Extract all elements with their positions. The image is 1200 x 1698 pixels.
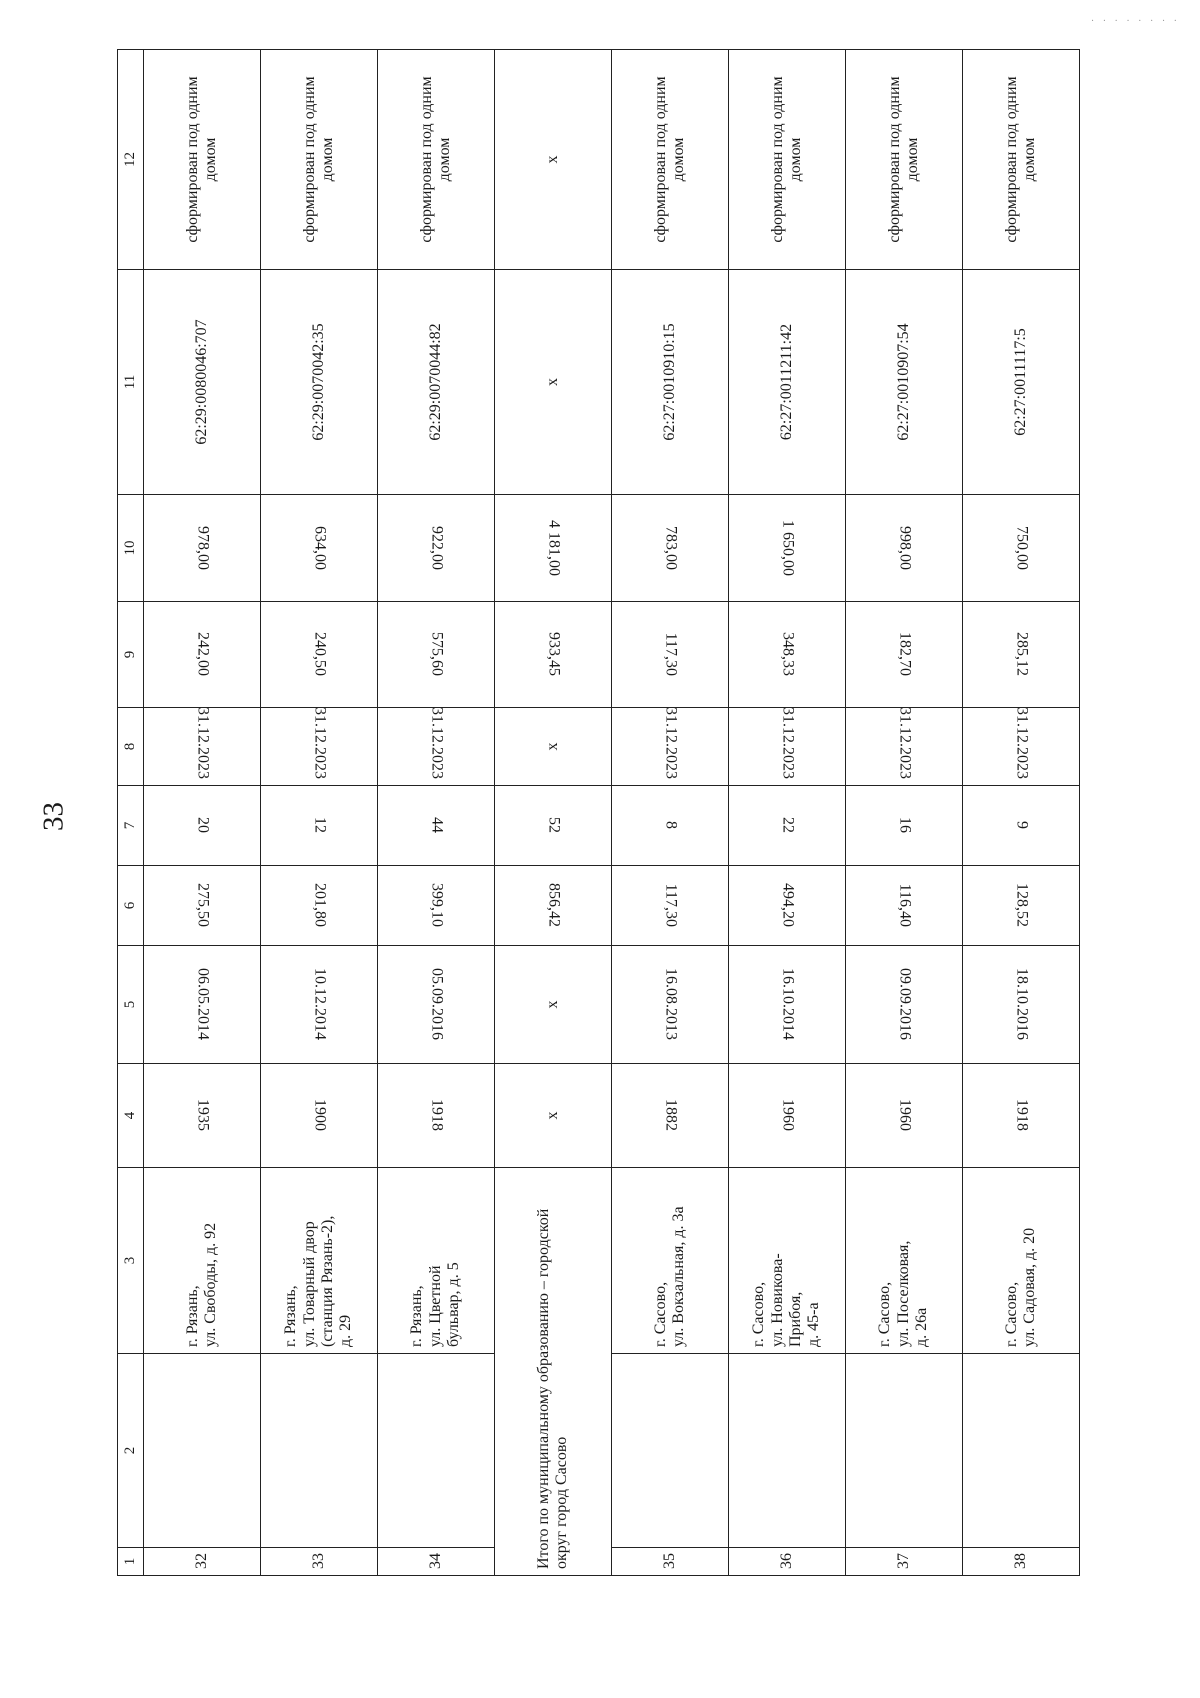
area3-cell xyxy=(729,495,846,602)
date2-cell xyxy=(963,708,1080,786)
summary-note: x xyxy=(495,50,612,270)
summary-row xyxy=(495,50,612,1576)
area2-cell-text: 117,30 xyxy=(662,632,680,677)
date-cell-text: 16.08.2013 xyxy=(662,968,680,1041)
registry-table-frame xyxy=(117,50,1077,1576)
note-cell: сформирован под одним домом xyxy=(144,50,261,270)
area2-cell-text: 182,70 xyxy=(896,632,914,677)
address-cell: г. Сасово, ул. Поселковая, д. 26а xyxy=(846,1168,963,1354)
count-cell xyxy=(846,786,963,866)
date2-cell xyxy=(612,708,729,786)
cadastral-number-cell: 62:27:0010907:54 xyxy=(846,270,963,495)
count-cell xyxy=(144,786,261,866)
area3-cell-text: 922,00 xyxy=(428,526,446,570)
column-number-3: 3 xyxy=(118,1168,144,1354)
date-cell-text: 16.10.2014 xyxy=(779,968,797,1041)
registry-table-rotated xyxy=(117,50,1077,1576)
area3-cell-text: 998,00 xyxy=(896,526,914,570)
summary-date2: x xyxy=(495,708,612,786)
cadastral-number-cell: 62:27:0010910:15 xyxy=(612,270,729,495)
note-cell: сформирован под одним домом xyxy=(261,50,378,270)
date-cell-text: 18.10.2016 xyxy=(1013,968,1031,1041)
count-cell xyxy=(612,786,729,866)
area-cell xyxy=(612,866,729,946)
summary-area xyxy=(495,866,612,946)
date2-cell-text: 31.12.2023 xyxy=(1013,707,1031,779)
year-cell-text: 1900 xyxy=(311,1099,329,1132)
year-cell xyxy=(729,1064,846,1168)
row-number: 38 xyxy=(963,1548,1080,1576)
count-cell-text: 9 xyxy=(1013,821,1031,830)
cadastral-number-cell: 62:29:0070042:35 xyxy=(261,270,378,495)
date2-cell-text: 31.12.2023 xyxy=(311,707,329,779)
area-cell-text: 275,50 xyxy=(194,883,212,928)
summary-area-text: 856,42 xyxy=(545,883,563,928)
date-cell-text: 10.12.2014 xyxy=(311,968,329,1041)
area2-cell-text: 575,60 xyxy=(428,632,446,677)
count-cell xyxy=(963,786,1080,866)
area3-cell xyxy=(378,495,495,602)
row-number: 32 xyxy=(144,1548,261,1576)
area2-cell-text: 348,33 xyxy=(779,632,797,677)
row-number: 34 xyxy=(378,1548,495,1576)
row-number: 35 xyxy=(612,1548,729,1576)
row-column-2 xyxy=(729,1354,846,1548)
date2-cell xyxy=(846,708,963,786)
row-column-2 xyxy=(846,1354,963,1548)
date-cell xyxy=(963,946,1080,1064)
area-cell xyxy=(378,866,495,946)
year-cell xyxy=(261,1064,378,1168)
page-number: 33 xyxy=(37,802,70,831)
table-row xyxy=(963,50,1080,1576)
year-cell xyxy=(963,1064,1080,1168)
area2-cell-text: 242,00 xyxy=(194,632,212,677)
area3-cell xyxy=(144,495,261,602)
table-row xyxy=(144,50,261,1576)
note-cell: сформирован под одним домом xyxy=(963,50,1080,270)
date2-cell-text: 31.12.2023 xyxy=(896,707,914,779)
cadastral-number-cell: 62:29:0080046:707 xyxy=(144,270,261,495)
area3-cell xyxy=(261,495,378,602)
column-number-1: 1 xyxy=(118,1548,144,1576)
area2-cell-text: 285,12 xyxy=(1013,632,1031,677)
area3-cell-text: 978,00 xyxy=(194,526,212,570)
note-cell: сформирован под одним домом xyxy=(378,50,495,270)
summary-cadastral: x xyxy=(495,270,612,495)
registry-table xyxy=(117,49,1080,1576)
column-number-row xyxy=(118,50,144,1576)
area2-cell-text: 240,50 xyxy=(311,632,329,677)
summary-area3 xyxy=(495,495,612,602)
row-column-2 xyxy=(261,1354,378,1548)
summary-count-text: 52 xyxy=(545,817,563,834)
count-cell xyxy=(261,786,378,866)
column-number-11: 11 xyxy=(118,270,144,495)
summary-date: x xyxy=(495,946,612,1064)
row-number: 33 xyxy=(261,1548,378,1576)
table-row xyxy=(846,50,963,1576)
address-cell: г. Сасово, ул. Новикова- Прибоя, д. 45-а xyxy=(729,1168,846,1354)
cadastral-number-cell: 62:27:0011117:5 xyxy=(963,270,1080,495)
year-cell-text: 1960 xyxy=(896,1099,914,1132)
note-cell: сформирован под одним домом xyxy=(846,50,963,270)
row-column-2 xyxy=(612,1354,729,1548)
date-cell-text: 09.09.2016 xyxy=(896,968,914,1041)
table-row xyxy=(378,50,495,1576)
date-cell-text: 06.05.2014 xyxy=(194,968,212,1041)
column-number-6: 6 xyxy=(118,866,144,946)
date2-cell xyxy=(144,708,261,786)
date2-cell-text: 31.12.2023 xyxy=(194,707,212,779)
area3-cell-text: 750,00 xyxy=(1013,526,1031,570)
date-cell xyxy=(261,946,378,1064)
address-cell: г. Сасово, ул. Вокзальная, д. 3а xyxy=(612,1168,729,1354)
area2-cell xyxy=(963,602,1080,708)
row-column-2 xyxy=(378,1354,495,1548)
date-cell-text: 05.09.2016 xyxy=(428,968,446,1041)
count-cell-text: 8 xyxy=(662,821,680,830)
address-cell: г. Рязань, ул. Товарный двор (станция Рязань-2), д. 29 xyxy=(261,1168,378,1354)
column-number-5: 5 xyxy=(118,946,144,1064)
area2-cell xyxy=(612,602,729,708)
area-cell-text: 494,20 xyxy=(779,883,797,928)
area-cell xyxy=(729,866,846,946)
area-cell-text: 128,52 xyxy=(1013,883,1031,928)
year-cell xyxy=(612,1064,729,1168)
column-number-10: 10 xyxy=(118,495,144,602)
date2-cell xyxy=(729,708,846,786)
date2-cell xyxy=(261,708,378,786)
column-number-12: 12 xyxy=(118,50,144,270)
note-cell: сформирован под одним домом xyxy=(612,50,729,270)
column-number-2: 2 xyxy=(118,1354,144,1548)
cadastral-number-cell: 62:27:0011211:42 xyxy=(729,270,846,495)
area3-cell-text: 1 650,00 xyxy=(779,520,797,576)
year-cell-text: 1935 xyxy=(194,1099,212,1132)
area3-cell-text: 783,00 xyxy=(662,526,680,570)
count-cell xyxy=(729,786,846,866)
area3-cell xyxy=(846,495,963,602)
cadastral-number-cell: 62:29:0070044:82 xyxy=(378,270,495,495)
date-cell xyxy=(144,946,261,1064)
date2-cell-text: 31.12.2023 xyxy=(779,707,797,779)
note-cell: сформирован под одним домом xyxy=(729,50,846,270)
summary-area3-text: 4 181,00 xyxy=(545,520,563,576)
date2-cell-text: 31.12.2023 xyxy=(428,707,446,779)
column-number-9: 9 xyxy=(118,602,144,708)
date2-cell-text: 31.12.2023 xyxy=(662,707,680,779)
summary-year: x xyxy=(495,1064,612,1168)
count-cell-text: 12 xyxy=(311,817,329,834)
area-cell-text: 117,30 xyxy=(662,883,680,928)
year-cell-text: 1960 xyxy=(779,1099,797,1132)
area-cell xyxy=(846,866,963,946)
area2-cell xyxy=(729,602,846,708)
area2-cell xyxy=(378,602,495,708)
scan-artifact: · · · · · · · · xyxy=(1090,16,1180,27)
count-cell-text: 44 xyxy=(428,817,446,834)
date-cell xyxy=(729,946,846,1064)
column-number-4: 4 xyxy=(118,1064,144,1168)
area-cell-text: 399,10 xyxy=(428,883,446,928)
count-cell-text: 20 xyxy=(194,817,212,834)
year-cell xyxy=(846,1064,963,1168)
area-cell xyxy=(261,866,378,946)
area2-cell xyxy=(144,602,261,708)
row-column-2 xyxy=(144,1354,261,1548)
date-cell xyxy=(612,946,729,1064)
table-row xyxy=(729,50,846,1576)
summary-count xyxy=(495,786,612,866)
summary-label: Итого по муниципальному образованию – городской округ город Сасово xyxy=(495,1168,612,1576)
area2-cell xyxy=(261,602,378,708)
row-number: 37 xyxy=(846,1548,963,1576)
table-row xyxy=(261,50,378,1576)
year-cell-text: 1918 xyxy=(1013,1099,1031,1132)
address-cell: г. Рязань, ул. Свободы, д. 92 xyxy=(144,1168,261,1354)
area-cell-text: 116,40 xyxy=(896,883,914,928)
date-cell xyxy=(846,946,963,1064)
date-cell xyxy=(378,946,495,1064)
area-cell xyxy=(144,866,261,946)
row-column-2 xyxy=(963,1354,1080,1548)
year-cell-text: 1882 xyxy=(662,1099,680,1132)
area2-cell xyxy=(846,602,963,708)
date2-cell xyxy=(378,708,495,786)
count-cell-text: 22 xyxy=(779,817,797,834)
address-cell: г. Рязань, ул. Цветной бульвар, д. 5 xyxy=(378,1168,495,1354)
year-cell-text: 1918 xyxy=(428,1099,446,1132)
area-cell-text: 201,80 xyxy=(311,883,329,928)
year-cell xyxy=(144,1064,261,1168)
address-cell: г. Сасово, ул. Садовая, д. 20 xyxy=(963,1168,1080,1354)
area3-cell xyxy=(612,495,729,602)
count-cell-text: 16 xyxy=(896,817,914,834)
count-cell xyxy=(378,786,495,866)
row-number: 36 xyxy=(729,1548,846,1576)
column-number-8: 8 xyxy=(118,708,144,786)
area-cell xyxy=(963,866,1080,946)
summary-area2 xyxy=(495,602,612,708)
table-row xyxy=(612,50,729,1576)
area3-cell xyxy=(963,495,1080,602)
column-number-7: 7 xyxy=(118,786,144,866)
area3-cell-text: 634,00 xyxy=(311,526,329,570)
registry-table-body xyxy=(118,50,1080,1576)
summary-area2-text: 933,45 xyxy=(545,632,563,677)
year-cell xyxy=(378,1064,495,1168)
